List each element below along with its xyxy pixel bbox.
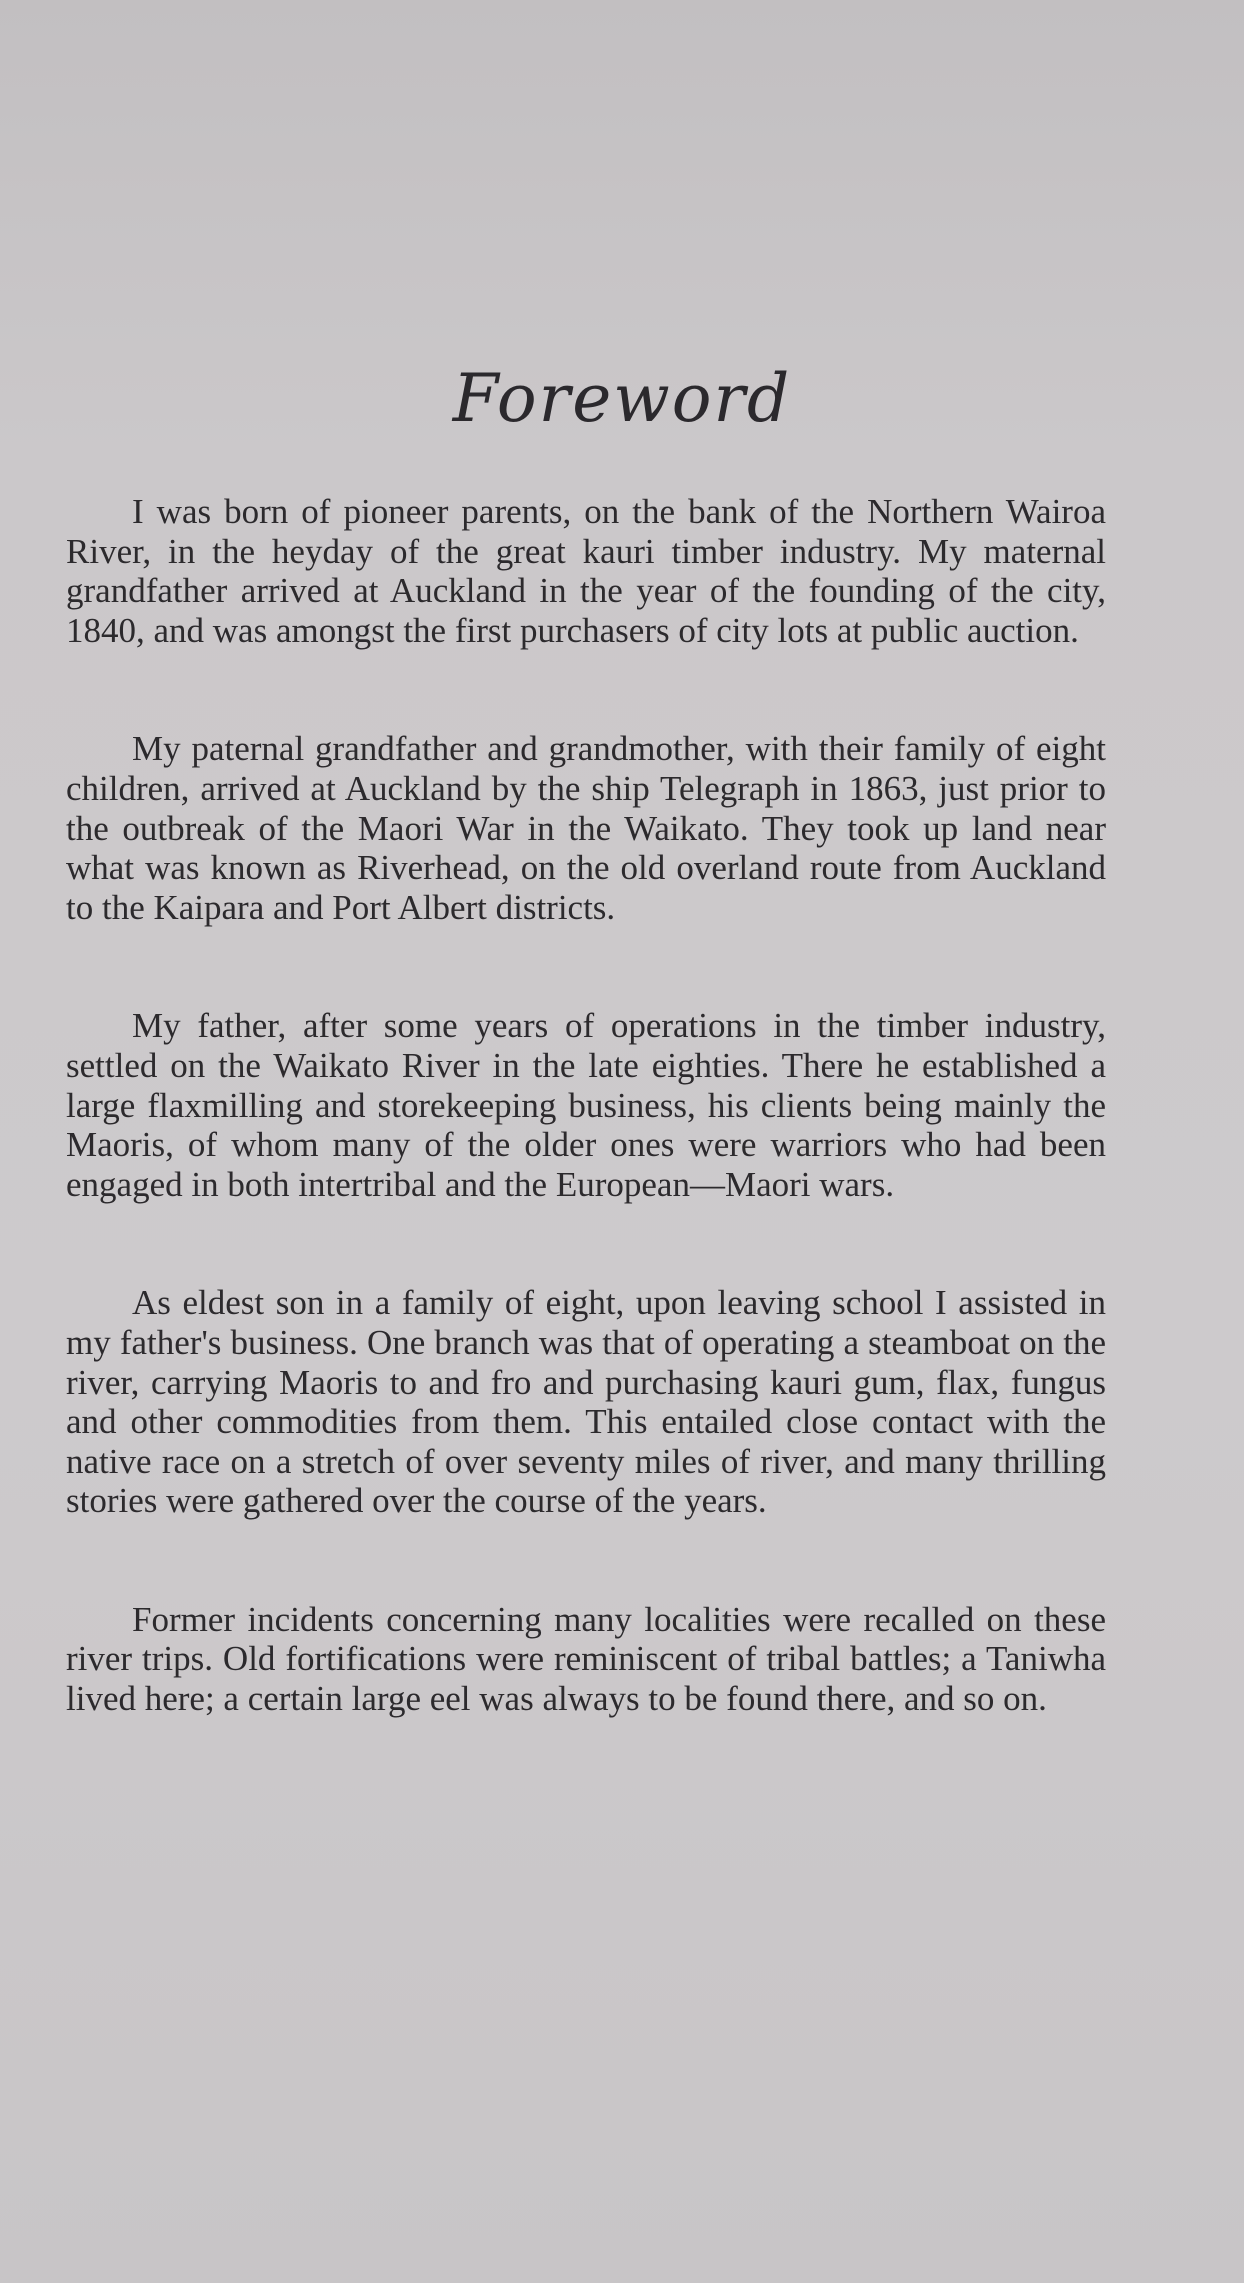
paragraph-3: My father, after some years of operations in the timber industry, settled on the Waikato River in the late eighties. There he established a large flaxmilling and storekeeping business, his clients being mainly the Maoris, of whom many of the older ones were warriors who had been engaged in both intertribal and the European—Maori wars. xyxy=(66,1006,1106,1204)
paragraph-5: Former incidents concerning many localities were recalled on these river trips. Old fortifications were reminiscent of tribal battles; a Taniwha lived here; a certain large eel was always to be found there, and so on. xyxy=(66,1599,1106,1719)
foreword-body xyxy=(66,492,1106,1719)
paragraph-4: As eldest son in a family of eight, upon leaving school I assisted in my father's business. One branch was that of operating a steamboat on the river, carrying Maoris to and fro and purchasing kauri gum, flax, fungus and other commodities from them. This entailed close contact with the native race on a stretch of over seventy miles of river, and many thrilling stories were gathered over the course of the years. xyxy=(66,1283,1106,1521)
paragraph-2: My paternal grandfather and grandmother, with their family of eight children, arrived at Auckland by the ship Telegraph in 1863, just prior to the outbreak of the Maori War in the Waikato. They took up land near what was known as Riverhead, on the old overland route from Auckland to the Kaipara and Port Albert districts. xyxy=(66,729,1106,927)
page-title: Foreword xyxy=(452,360,792,437)
paragraph-1: I was born of pioneer parents, on the bank of the Northern Wairoa River, in the heyday of the great kauri timber industry. My maternal grandfather arrived at Auckland in the year of the founding of the city, 1840, and was amongst the first purchasers of city lots at public auction. xyxy=(66,492,1106,650)
